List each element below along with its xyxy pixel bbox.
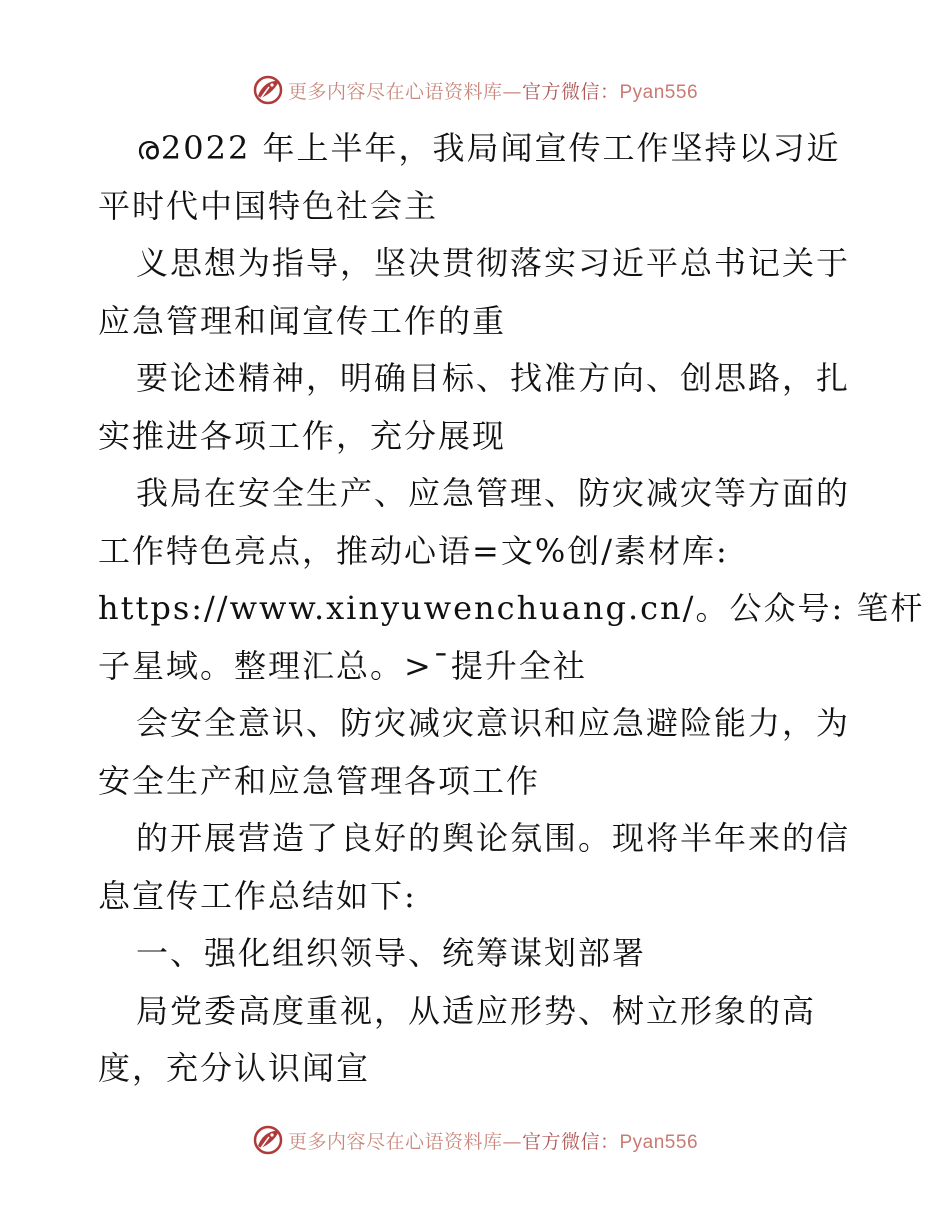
watermark-wechat-id: Pyan556 [619, 81, 699, 103]
text-line: 局党委高度重视，从适应形势、树立形象的高 [136, 991, 817, 1030]
watermark-wechat-label: 官方微信： [521, 1130, 620, 1153]
text-line: 会安全意识、防灾减灾意识和应急避险能力，为 [136, 704, 851, 742]
text-line: 实推进各项工作，充分展现 [98, 416, 507, 455]
text-line: 要论述精神，明确目标、找准方向、创思路，扎 [136, 359, 851, 397]
text-line: ര2022 年上半年，我局闻宣传工作坚持以习近 [136, 129, 841, 167]
text-line: 平时代中国特色社会主 [98, 186, 439, 225]
pen-nib-logo-icon [252, 1124, 284, 1156]
document-body [98, 120, 925, 1098]
text-line: 工作特色亮点，推动心语=文%创/素材库: [98, 531, 729, 570]
text-line: 度，充分认识闻宣 [98, 1049, 371, 1087]
watermark-wechat-id: Pyan556 [619, 1131, 699, 1153]
text-line: 子星域。整理汇总。>¯提升全社 [98, 646, 587, 685]
pen-nib-logo-icon [252, 74, 284, 106]
section-heading: 一、强化组织领导、统筹谋划部署 [136, 934, 647, 972]
text-line: 我局在安全生产、应急管理、防灾减灾等方面的 [136, 474, 851, 512]
text-line: 义思想为指导，坚决贯彻落实习近平总书记关于 [136, 244, 851, 282]
watermark-wechat-label: 官方微信： [521, 80, 620, 103]
text-line: 应急管理和闻宣传工作的重 [98, 301, 507, 340]
text-line: 息宣传工作总结如下: [98, 876, 417, 915]
text-line: 的开展营造了良好的舆论氛围。现将半年来的信 [136, 819, 851, 857]
watermark-text: 更多内容尽在心语资料库 [287, 80, 503, 103]
watermark-text: 更多内容尽在心语资料库 [287, 1130, 503, 1153]
text-line: https://www.xinyuwenchuang.cn/。公众号: 笔杆 [98, 589, 925, 627]
watermark-dash: — [502, 80, 522, 103]
footer-watermark [0, 1120, 950, 1160]
text-line: 安全生产和应急管理各项工作 [98, 761, 541, 800]
header-watermark [0, 70, 950, 110]
watermark-dash: — [502, 1130, 522, 1153]
